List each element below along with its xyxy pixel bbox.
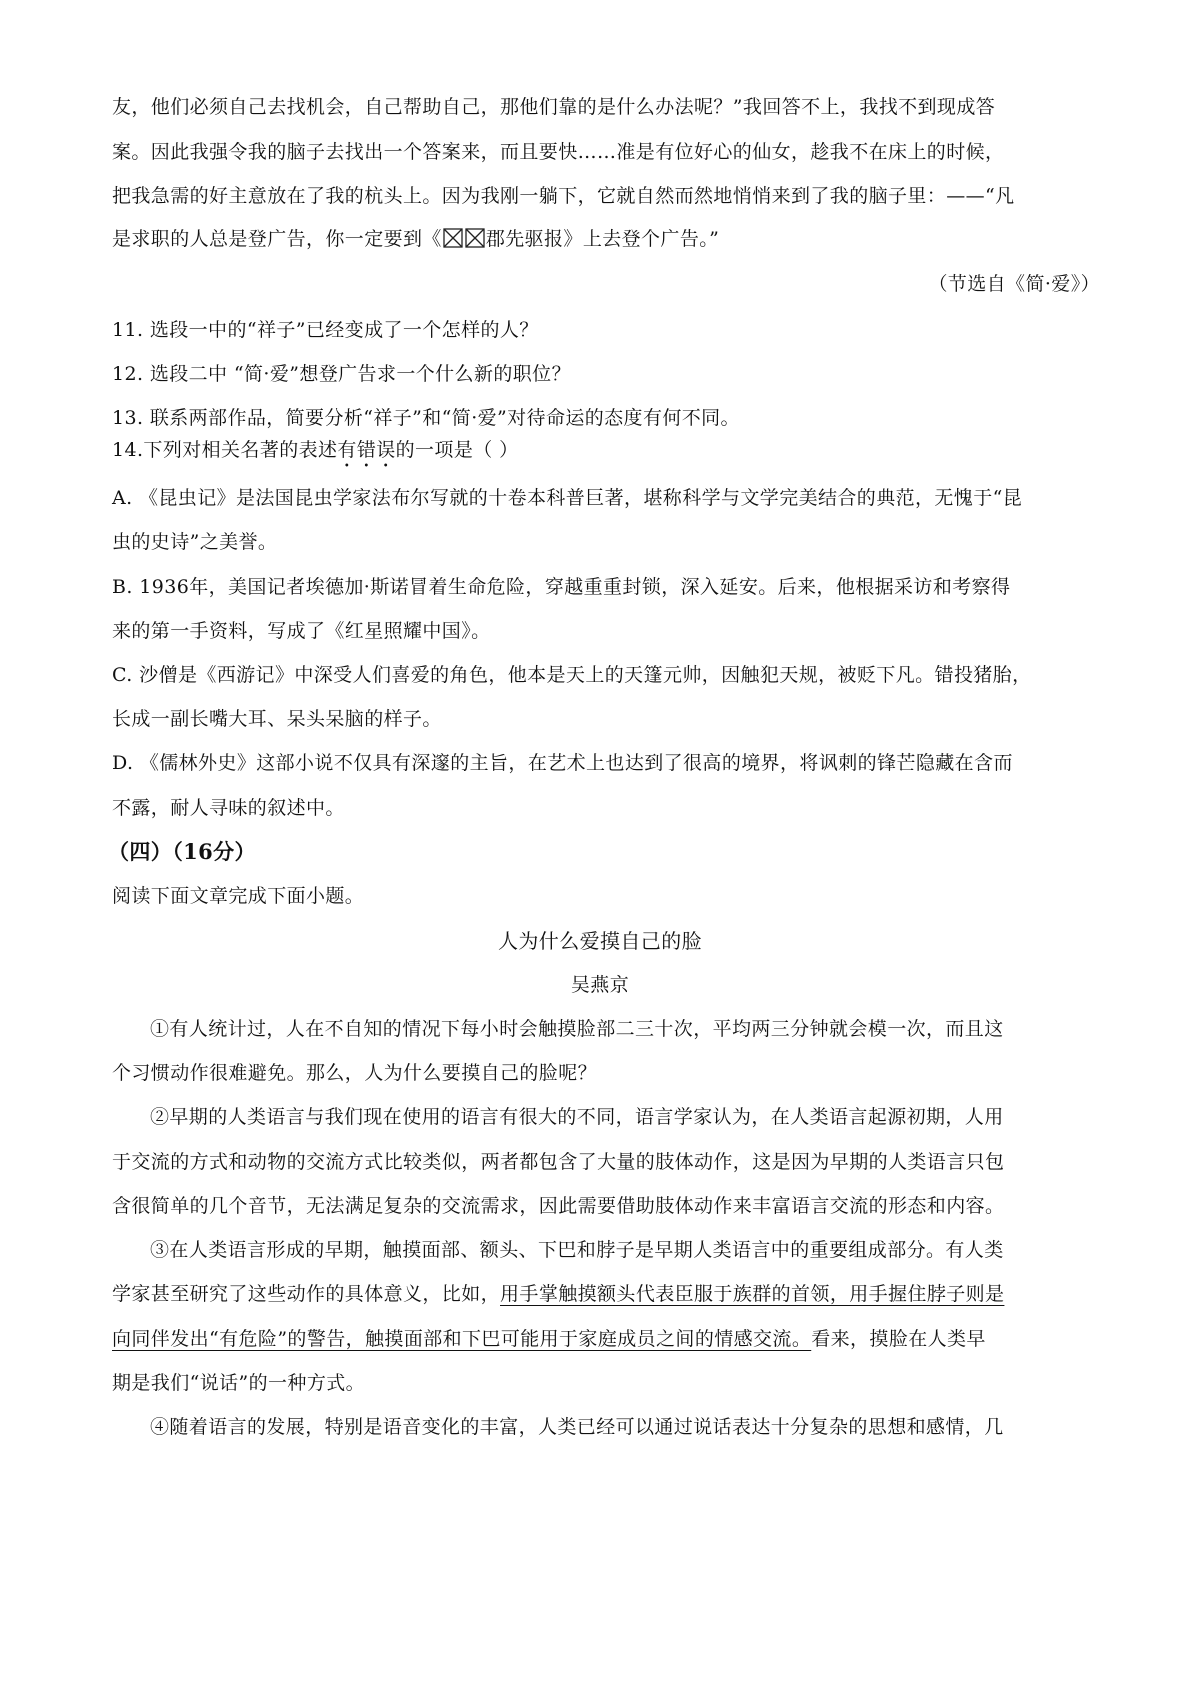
paragraph-line <box>112 1280 1100 1308</box>
emphasis-text: 有错误 <box>337 439 396 461</box>
option-d-line: D. 《儒林外史》这部小说不仅具有深邃的主旨，在艺术上也达到了很高的境界，将讽刺的锋芒隐藏在含而 <box>112 752 1013 774</box>
question-13: 13. 联系两部作品，简要分析“祥子”和“简·爱”对待命运的态度有何不同。 <box>112 407 740 429</box>
passage-source: （节选自《简·爱》） <box>928 273 1100 295</box>
question-14-text: 的一项是（ ） <box>395 439 519 461</box>
paragraph-line: 期是我们“说话”的一种方式。 <box>112 1372 366 1394</box>
paragraph-line: ③在人类语言形成的早期，触摸面部、额头、下巴和脖子是早期人类语言中的重要组成部分。有人类 <box>150 1239 1004 1261</box>
paragraph-line <box>112 1325 1100 1353</box>
article-author: 吴燕京 <box>570 974 630 996</box>
question-14 <box>112 436 1100 472</box>
passage-text: 是求职的人总是登广告，你一定要到《 <box>112 228 442 250</box>
passage-text: 郡先驱报》上去登个广告。” <box>485 228 720 250</box>
passage-line: 友，他们必须自己去找机会，自己帮助自己，那他们靠的是什么办法呢？”我回答不上，我找不到现成答 <box>112 96 996 118</box>
question-12: 12. 选段二中 “简·爱”想登广告求一个什么新的职位？ <box>112 363 571 385</box>
passage-line: 案。因此我强令我的脑子去找出一个答案来，而且要快……准是有位好心的仙女，趁我不在床上的时候， <box>112 141 1005 163</box>
underlined-text: 用手掌触摸额头代表臣服于族群的首领，用手握住脖子则是 <box>500 1283 1005 1305</box>
underlined-text: 向同伴发出“有危险”的警告，触摸面部和下巴可能用于家庭成员之间的情感交流。 <box>112 1328 812 1350</box>
passage-line <box>112 225 1100 253</box>
section-instruction: 阅读下面文章完成下面小题。 <box>112 885 365 907</box>
article-title: 人为什么爱摸自己的脸 <box>498 929 702 953</box>
question-11: 11. 选段一中的“祥子”已经变成了一个怎样的人？ <box>112 319 539 341</box>
paragraph-line: ①有人统计过，人在不自知的情况下每小时会触摸脸部二三十次，平均两三分钟就会模一次，而且这 <box>150 1018 1004 1040</box>
option-b-line: B. 1936年，美国记者埃德加·斯诺冒着生命危险，穿越重重封锁，深入延安。后来，他根据采访和考察得 <box>112 576 1011 598</box>
paragraph-line: ②早期的人类语言与我们现在使用的语言有很大的不同，语言学家认为，在人类语言起源初期，人用 <box>150 1106 1004 1128</box>
passage-line: 把我急需的好主意放在了我的杭头上。因为我刚一躺下，它就自然而然地悄悄来到了我的脑子里：——“凡 <box>112 185 1015 207</box>
option-a-line: A. 《昆虫记》是法国昆虫学家法布尔写就的十卷本科普巨著，堪称科学与文学完美结合的典范，无愧于“昆 <box>112 487 1023 509</box>
paragraph-text: 看来，摸脸在人类早 <box>811 1328 986 1350</box>
paragraph-line: 于交流的方式和动物的交流方式比较类似，两者都包含了大量的肢体动作，这是因为早期的人类语言只包 <box>112 1151 1005 1173</box>
paragraph-line: 个习惯动作很难避免。那么，人为什么要摸自己的脸呢？ <box>112 1062 598 1084</box>
section-heading: （四）（16分） <box>108 839 256 864</box>
option-a-line: 虫的史诗”之美誉。 <box>112 531 278 553</box>
option-c-line: 长成一副长嘴大耳、呆头呆脑的样子。 <box>112 708 442 730</box>
option-c-line: C. 沙僧是《西游记》中深受人们喜爱的角色，他本是天上的天篷元帅，因触犯天规，被贬下凡。错投猪胎， <box>112 664 1032 686</box>
option-b-line: 来的第一手资料，写成了《红星照耀中国》。 <box>112 620 491 642</box>
crossed-box-icon <box>443 228 463 248</box>
paragraph-line: ④随着语言的发展，特别是语音变化的丰富，人类已经可以通过说话表达十分复杂的思想和感情，几 <box>150 1416 1004 1438</box>
paragraph-text: 学家甚至研究了这些动作的具体意义，比如， <box>112 1283 501 1305</box>
question-14-text: 14.下列对相关名著的表述 <box>112 439 338 461</box>
paragraph-line: 含很简单的几个音节，无法满足复杂的交流需求，因此需要借助肢体动作来丰富语言交流的形态和内容。 <box>112 1195 1005 1217</box>
option-d-line: 不露，耐人寻味的叙述中。 <box>112 797 345 819</box>
crossed-box-icon <box>465 228 485 248</box>
